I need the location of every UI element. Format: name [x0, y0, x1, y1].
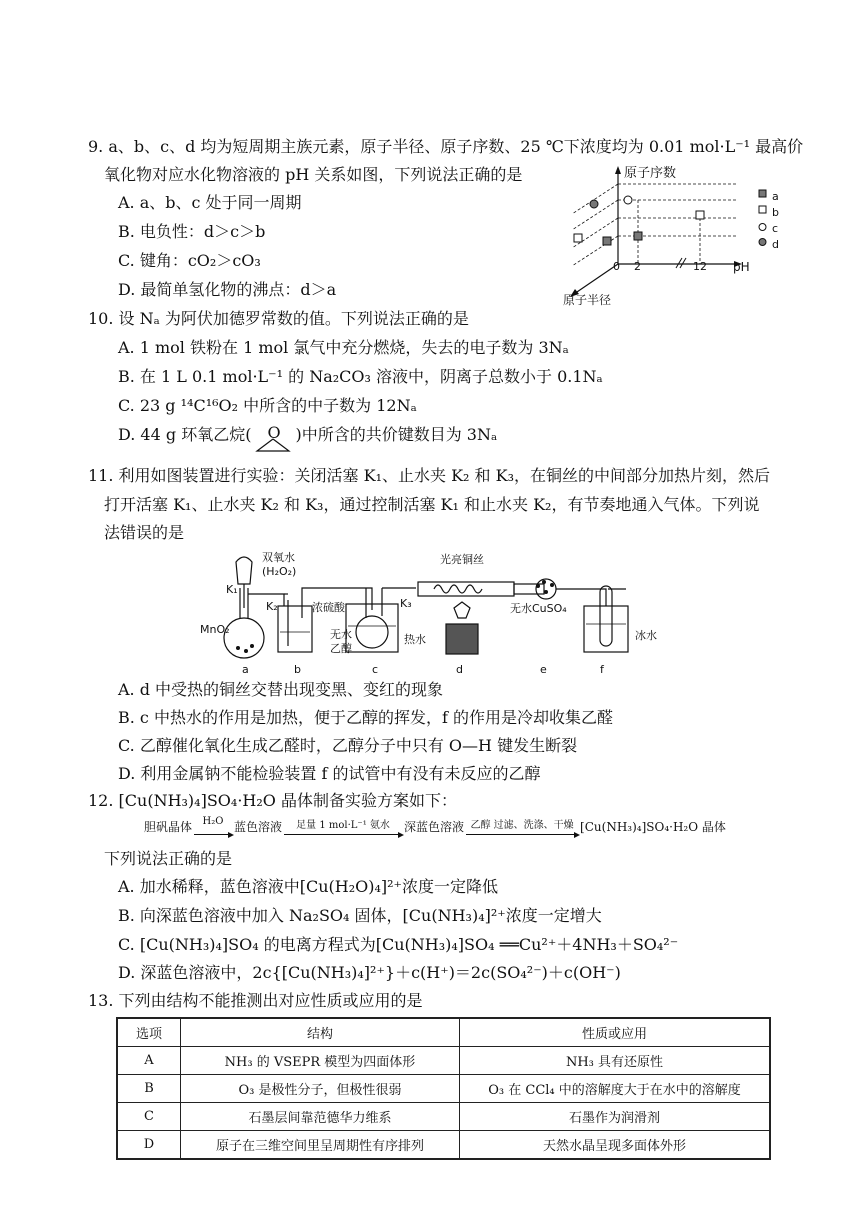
mno2-label: MnO₂ — [200, 623, 230, 636]
apparatus-f-label: f — [600, 663, 604, 676]
row-a-option: A — [117, 1047, 181, 1075]
q10-option-d-part2: )中所含的共价键数目为 3Nₐ — [295, 425, 498, 444]
epoxide-ring — [251, 425, 295, 445]
q11-option-b: B. c 中热水的作用是加热，便于乙醇的挥发，f 的作用是冷却收集乙醛 — [118, 708, 613, 727]
q9-tick-12: 12 — [693, 260, 707, 273]
ethanol-label-2: 乙醇 — [330, 642, 352, 655]
q10-option-c: C. 23 g ¹⁴C¹⁶O₂ 中所含的中子数为 12Nₐ — [118, 396, 417, 415]
row-c-option: C — [117, 1103, 181, 1131]
q9-legend-c: c — [772, 222, 779, 235]
flow-arrow-1 — [194, 816, 232, 835]
flow-arrow-3 — [466, 820, 578, 835]
q9-stem-line2: 氧化物对应水化物溶液的 pH 关系如图，下列说法正确的是 — [104, 165, 523, 184]
q10-option-d — [118, 425, 497, 445]
flow-step-4: [Cu(NH₃)₄]SO₄·H₂O 晶体 — [580, 820, 726, 834]
epoxide-oxygen: O — [267, 423, 281, 442]
q12-stem: 12. [Cu(NH₃)₄]SO₄·H₂O 晶体制备实验方案如下： — [88, 791, 457, 810]
q9-y-axis-label: 原子序数 — [624, 166, 677, 181]
q9-option-c: C. 键角：cO₂＞cO₃ — [118, 251, 261, 270]
apparatus-c-label: c — [372, 663, 379, 676]
flow-arrow-2 — [284, 820, 402, 835]
row-b-option: B — [117, 1075, 181, 1103]
q12-subprompt: 下列说法正确的是 — [104, 849, 233, 868]
q13-table — [116, 1017, 771, 1160]
q9-legend-b: b — [772, 206, 779, 219]
q12-option-c: C. [Cu(NH₃)₄]SO₄ 的电离方程式为[Cu(NH₃)₄]SO₄ ══Cu²⁺＋4NH₃＋SO₄²⁻ — [118, 935, 679, 954]
apparatus-e-label: e — [540, 663, 547, 676]
apparatus-d-label: d — [456, 663, 463, 676]
flow-arrow-1-label: H₂O — [202, 816, 224, 827]
row-c-structure: 石墨层间靠范德华力维系 — [181, 1103, 460, 1131]
row-b-property: O₃ 在 CCl₄ 中的溶解度大于在水中的溶解度 — [460, 1075, 771, 1103]
table-header-row — [117, 1018, 770, 1047]
q11-stem-line1: 11. 利用如图装置进行实验：关闭活塞 K₁、止水夹 K₂ 和 K₃，在铜丝的中间部分加热片刻，然后 — [88, 466, 770, 485]
cuso4-label: 无水CuSO₄ — [510, 602, 567, 615]
q9-option-a: A. a、b、c 处于同一周期 — [118, 193, 302, 212]
flow-step-1: 胆矾晶体 — [144, 820, 193, 834]
k3-label: K₃ — [400, 597, 412, 610]
q12-option-d: D. 深蓝色溶液中，2c{[Cu(NH₃)₄]²⁺}＋c(H⁺)＝2c(SO₄²⁻)＋c(OH⁻) — [118, 963, 621, 982]
q10-option-b: B. 在 1 L 0.1 mol·L⁻¹ 的 Na₂CO₃ 溶液中，阴离子总数小于 0.1Nₐ — [118, 367, 603, 386]
k2-label: K₂ — [266, 600, 278, 613]
h2o2-label: 双氧水 — [262, 551, 295, 564]
k1-label: K₁ — [226, 583, 238, 596]
hot-water-label: 热水 — [404, 633, 426, 646]
row-b-structure: O₃ 是极性分子，但极性很弱 — [181, 1075, 460, 1103]
row-a-property: NH₃ 具有还原性 — [460, 1047, 771, 1075]
q13-stem: 13. 下列由结构不能推测出对应性质或应用的是 — [88, 991, 423, 1010]
q9-x-axis-label: pH — [733, 260, 750, 274]
h2o2-formula-label: (H₂O₂) — [262, 565, 297, 578]
row-d-property: 天然水晶呈现多面体外形 — [460, 1131, 771, 1160]
q10-option-d-part1: D. 44 g 环氧乙烷( — [118, 425, 252, 444]
q9-option-d: D. 最简单氢化物的沸点：d＞a — [118, 280, 337, 299]
row-a-structure: NH₃ 的 VSEPR 模型为四面体形 — [181, 1047, 460, 1075]
sulfuric-acid-label: 浓硫酸 — [312, 601, 345, 614]
q11-stem-line3: 法错误的是 — [104, 523, 185, 542]
table-row — [117, 1103, 770, 1131]
header-structure: 结构 — [181, 1018, 460, 1047]
q12-option-b: B. 向深蓝色溶液中加入 Na₂SO₄ 固体，[Cu(NH₃)₄]²⁺浓度一定增大 — [118, 906, 602, 925]
ethanol-label-1: 无水 — [330, 628, 352, 641]
copper-wire-label: 光亮铜丝 — [440, 553, 484, 566]
q11-option-d: D. 利用金属钠不能检验装置 f 的试管中有没有未反应的乙醇 — [118, 764, 541, 783]
row-d-option: D — [117, 1131, 181, 1160]
flow-step-3: 深蓝色溶液 — [404, 820, 465, 834]
q11-stem-line2: 打开活塞 K₁、止水夹 K₂ 和 K₃，通过控制活塞 K₁ 和止水夹 K₂，有节奏地通入气体。下列说 — [104, 495, 760, 514]
table-row — [117, 1075, 770, 1103]
q9-legend-a: a — [772, 190, 779, 203]
q9-z-axis-label: 原子半径 — [563, 293, 612, 307]
q11-option-c: C. 乙醇催化氧化生成乙醛时，乙醇分子中只有 O—H 键发生断裂 — [118, 736, 578, 755]
table-row — [117, 1131, 770, 1160]
header-property: 性质或应用 — [460, 1018, 771, 1047]
row-c-property: 石墨作为润滑剂 — [460, 1103, 771, 1131]
q9-option-b: B. 电负性：d＞c＞b — [118, 222, 266, 241]
q9-tick-0: 0 — [613, 260, 620, 273]
q11-option-a: A. d 中受热的铜丝交替出现变黑、变红的现象 — [118, 680, 444, 699]
row-d-structure: 原子在三维空间里呈周期性有序排列 — [181, 1131, 460, 1160]
table-row — [117, 1047, 770, 1075]
q10-stem: 10. 设 Nₐ 为阿伏加德罗常数的值。下列说法正确的是 — [88, 309, 469, 328]
header-option: 选项 — [117, 1018, 181, 1047]
flow-arrow-3-label: 乙醇 过滤、洗涤、干燥 — [470, 820, 574, 831]
q9-stem-line1: 9. a、b、c、d 均为短周期主族元素，原子半径、原子序数、25 ℃下浓度均为 0.01 mol·L⁻¹ 最高价 — [88, 137, 804, 156]
flow-arrow-2-label: 足量 1 mol·L⁻¹ 氨水 — [296, 820, 390, 831]
q9-tick-2: 2 — [634, 260, 641, 273]
flow-step-2: 蓝色溶液 — [234, 820, 283, 834]
apparatus-a-label: a — [242, 663, 249, 676]
q10-option-a: A. 1 mol 铁粉在 1 mol 氯气中充分燃烧，失去的电子数为 3Nₐ — [118, 338, 569, 357]
q12-option-a: A. 加水稀释，蓝色溶液中[Cu(H₂O)₄]²⁺浓度一定降低 — [118, 877, 499, 896]
q9-legend-d: d — [772, 238, 779, 251]
apparatus-b-label: b — [294, 663, 301, 676]
q12-flow-diagram — [144, 818, 726, 835]
ice-water-label: 冰水 — [635, 629, 657, 642]
